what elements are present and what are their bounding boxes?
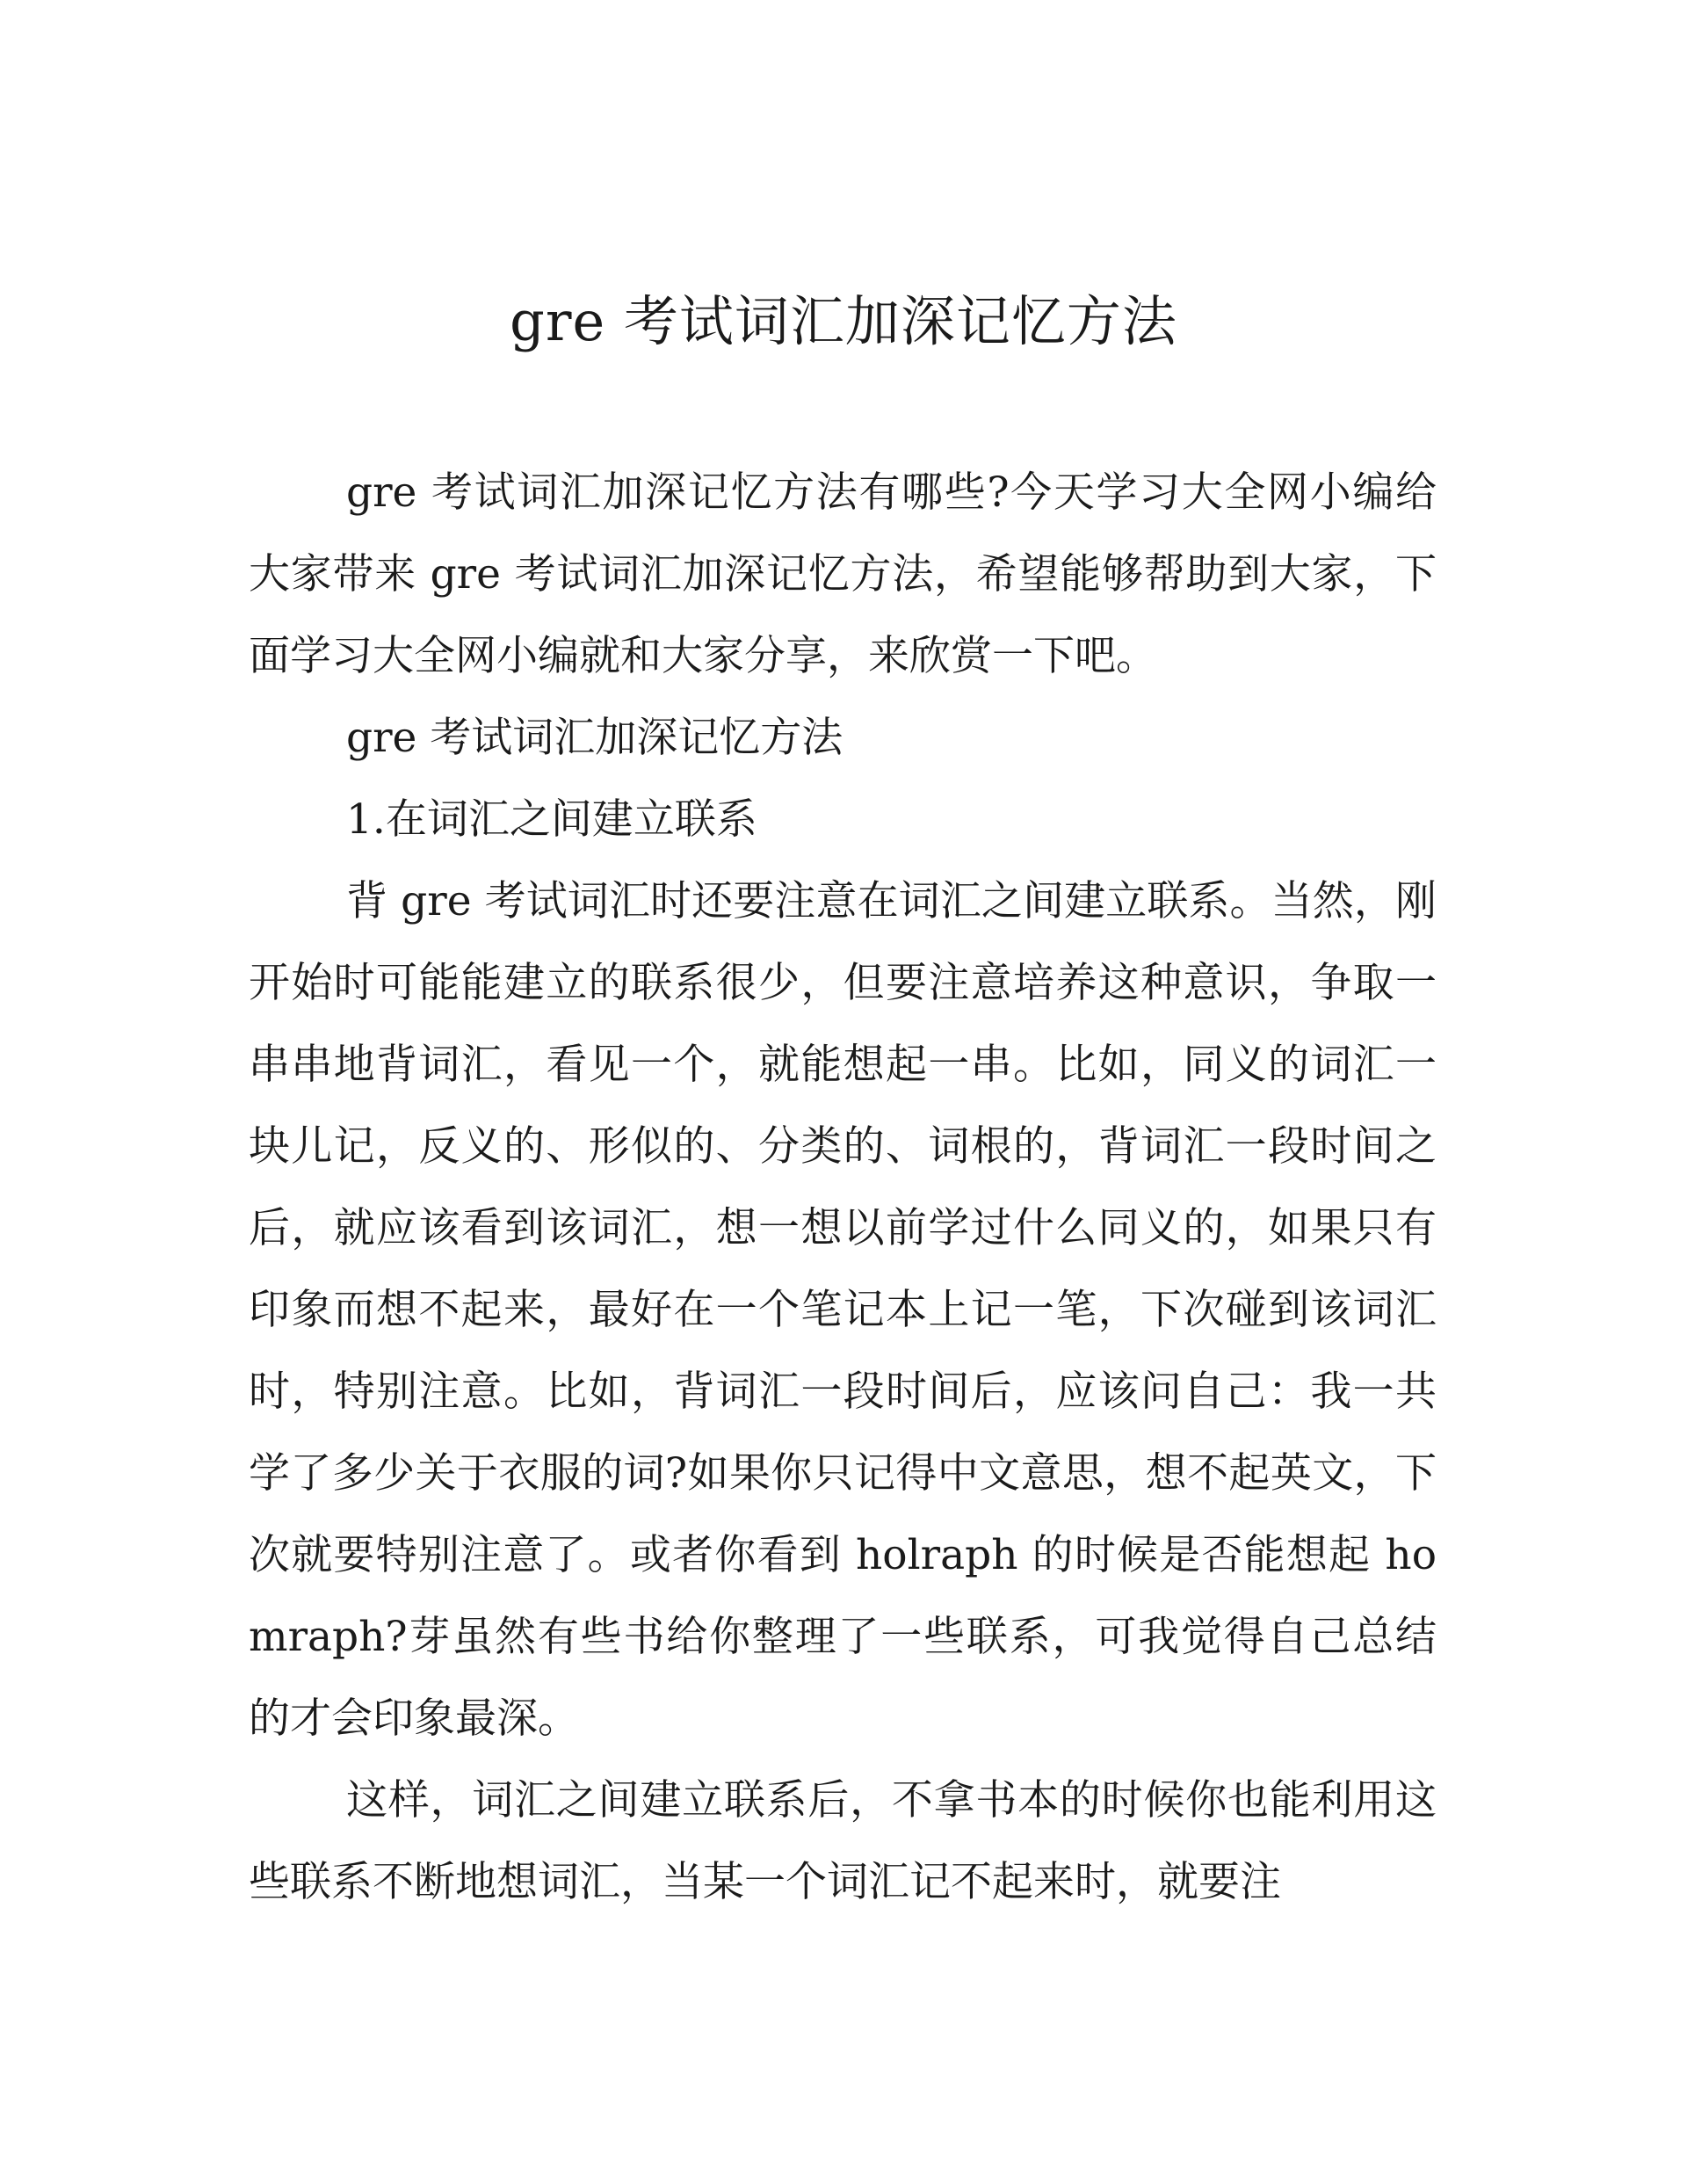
paragraph-continued: 这样，词汇之间建立联系后，不拿书本的时候你也能利用这些联系不断地想词汇，当某一个词汇记不起来时，就要注: [249, 1776, 1437, 1906]
paragraph-intro: gre 考试词汇加深记忆方法有哪些?今天学习大全网小编给大家带来 gre 考试词汇加深记忆方法，希望能够帮助到大家，下面学习大全网小编就和大家分享，来欣赏一下吧。: [249, 468, 1437, 680]
document-body: [249, 452, 1437, 1923]
document-title: gre 考试词汇加深记忆方法: [510, 289, 1177, 353]
subsection-heading: 1.在词汇之间建立联系: [346, 795, 757, 844]
paragraph-body: 背 gre 考试词汇时还要注意在词汇之间建立联系。当然，刚开始时可能能建立的联系很少，但要注意培养这种意识，争取一串串地背词汇，看见一个，就能想起一串。比如，同义的词汇一块儿记，反义的、形似的、分类的、词根的，背词汇一段时间之后，就应该看到该词汇，想一想以前学过什么同义的，如果只有印象而想不起来，最好在一个笔记本上记一笔，下次碰到该词汇时，特别注意。比如，背词汇一段时间后，应该问自己：我一共学了多少关于衣服的词?如果你只记得中文意思，想不起英文，下次就要特别注意了。或者你看到 holraph 的时候是否能想起 homraph?芽虽然有些书给你整理了一些联系，可我觉得自己总结的才会印象最深。: [249, 877, 1437, 1743]
section-heading: gre 考试词汇加深记忆方法: [346, 714, 844, 762]
